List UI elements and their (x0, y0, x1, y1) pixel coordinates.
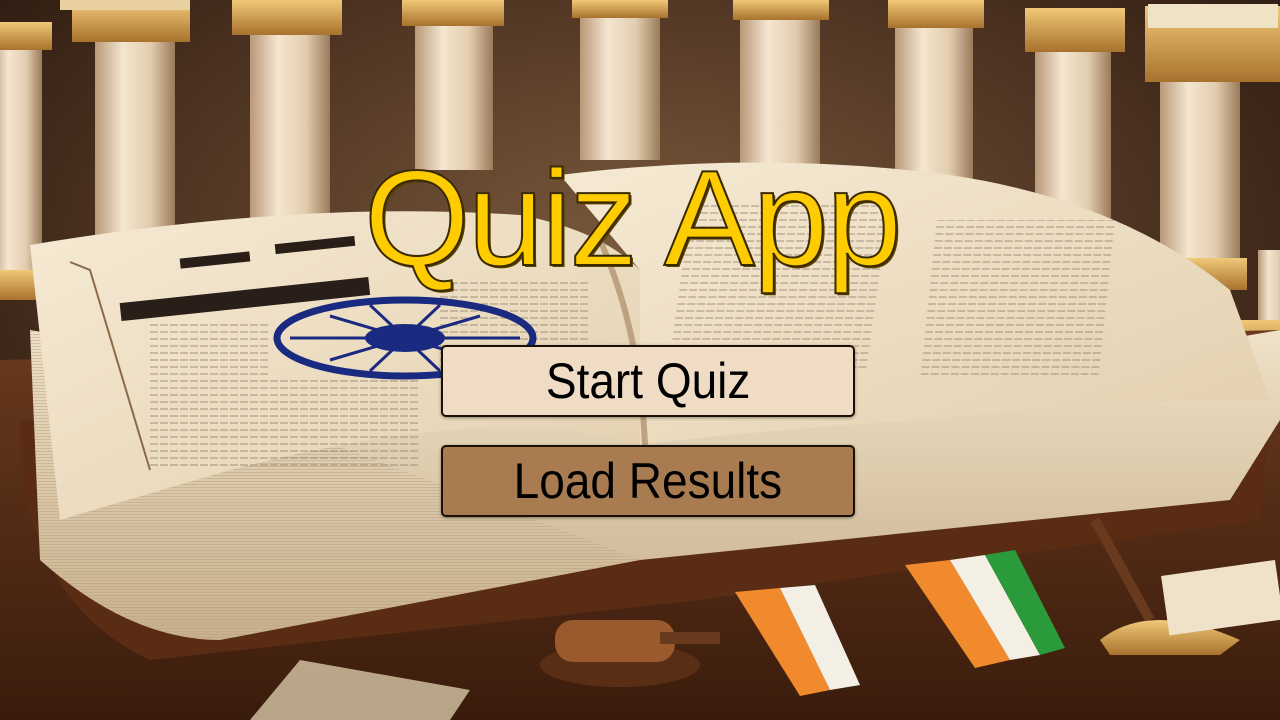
load-results-label: Load Results (513, 453, 783, 509)
load-results-button[interactable] (441, 445, 855, 517)
start-quiz-label: Start Quiz (545, 353, 751, 409)
app-title: Quiz App (364, 142, 900, 294)
start-quiz-button[interactable] (441, 345, 855, 417)
